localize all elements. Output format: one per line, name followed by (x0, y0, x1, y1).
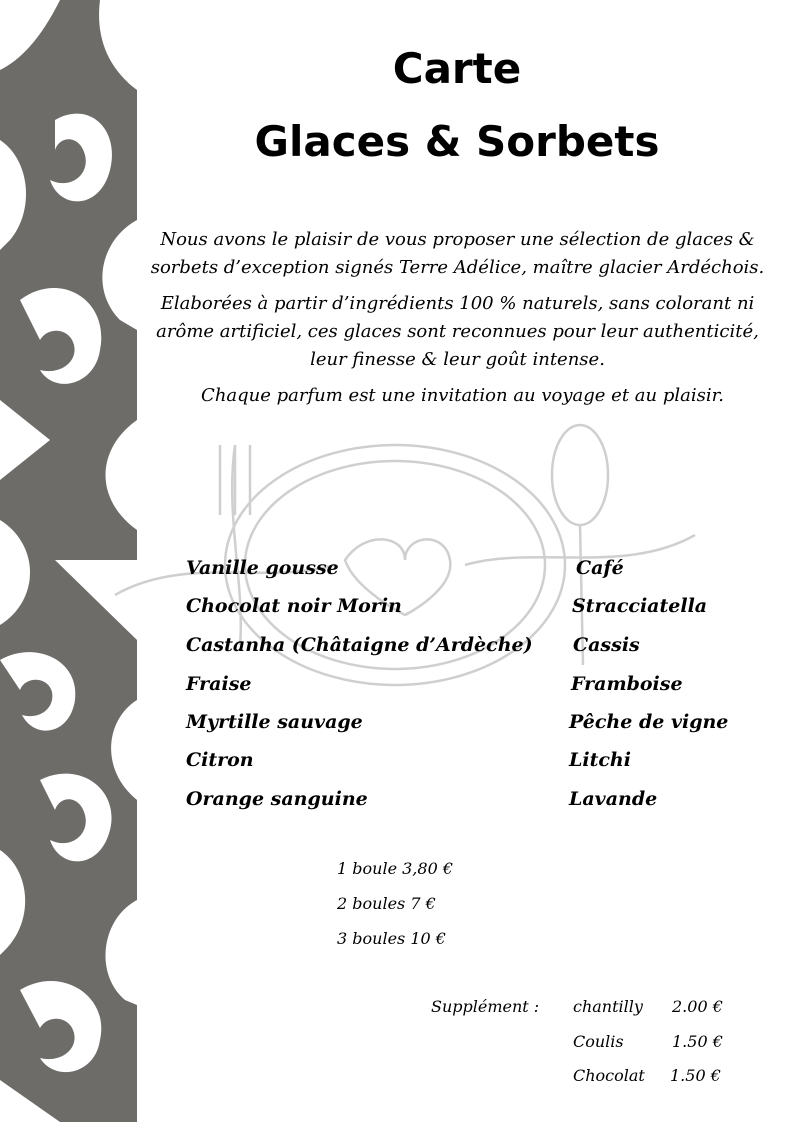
price-line: 2 boules 7 € (337, 894, 436, 913)
supplement-price: 1.50 € (672, 1032, 723, 1051)
flavor-item: Framboise (571, 673, 683, 695)
flavor-item: Stracciatella (572, 595, 708, 617)
supplement-name: Chocolat (573, 1066, 645, 1085)
supplement-label: Supplément : (431, 997, 540, 1016)
price-line: 1 boule 3,80 € (337, 859, 454, 878)
supplement-name: chantilly (573, 997, 643, 1016)
flavor-item: Vanille gousse (186, 557, 339, 579)
flavor-item: Lavande (569, 788, 658, 810)
flavor-item: Café (576, 557, 624, 579)
price-line: 3 boules 10 € (337, 929, 446, 948)
flavor-item: Citron (186, 749, 254, 771)
intro-paragraph: Nous avons le plaisir de vous proposer une sélection de glaces & sorbets d’exception signés Terre Adélice, maître glacier Ardéchois. (150, 229, 765, 278)
intro-paragraph: Chaque parfum est une invitation au voyage et au plaisir. (201, 385, 724, 406)
intro-paragraph: Elaborées à partir d’ingrédients 100 % naturels, sans colorant ni arôme artificiel, ces glaces sont reconnues pour leur authenticité, leur finesse & leur goût intense. (156, 293, 759, 370)
page-title-line2: Glaces & Sorbets (254, 117, 660, 166)
flavor-item: Castanha (Châtaigne d’Ardèche) (186, 634, 533, 656)
supplement-name: Coulis (573, 1032, 624, 1051)
supplement-price: 2.00 € (672, 997, 723, 1016)
flavor-item: Myrtille sauvage (186, 711, 363, 733)
flavor-item: Chocolat noir Morin (186, 595, 402, 617)
intro-text (145, 226, 770, 418)
flavor-item: Fraise (186, 673, 252, 695)
flavor-item: Orange sanguine (186, 788, 368, 810)
flavor-item: Pêche de vigne (569, 711, 729, 733)
page-title-line1: Carte (392, 44, 522, 93)
supplement-price: 1.50 € (670, 1066, 721, 1085)
flavor-item: Cassis (573, 634, 640, 656)
flavor-item: Litchi (569, 749, 631, 771)
